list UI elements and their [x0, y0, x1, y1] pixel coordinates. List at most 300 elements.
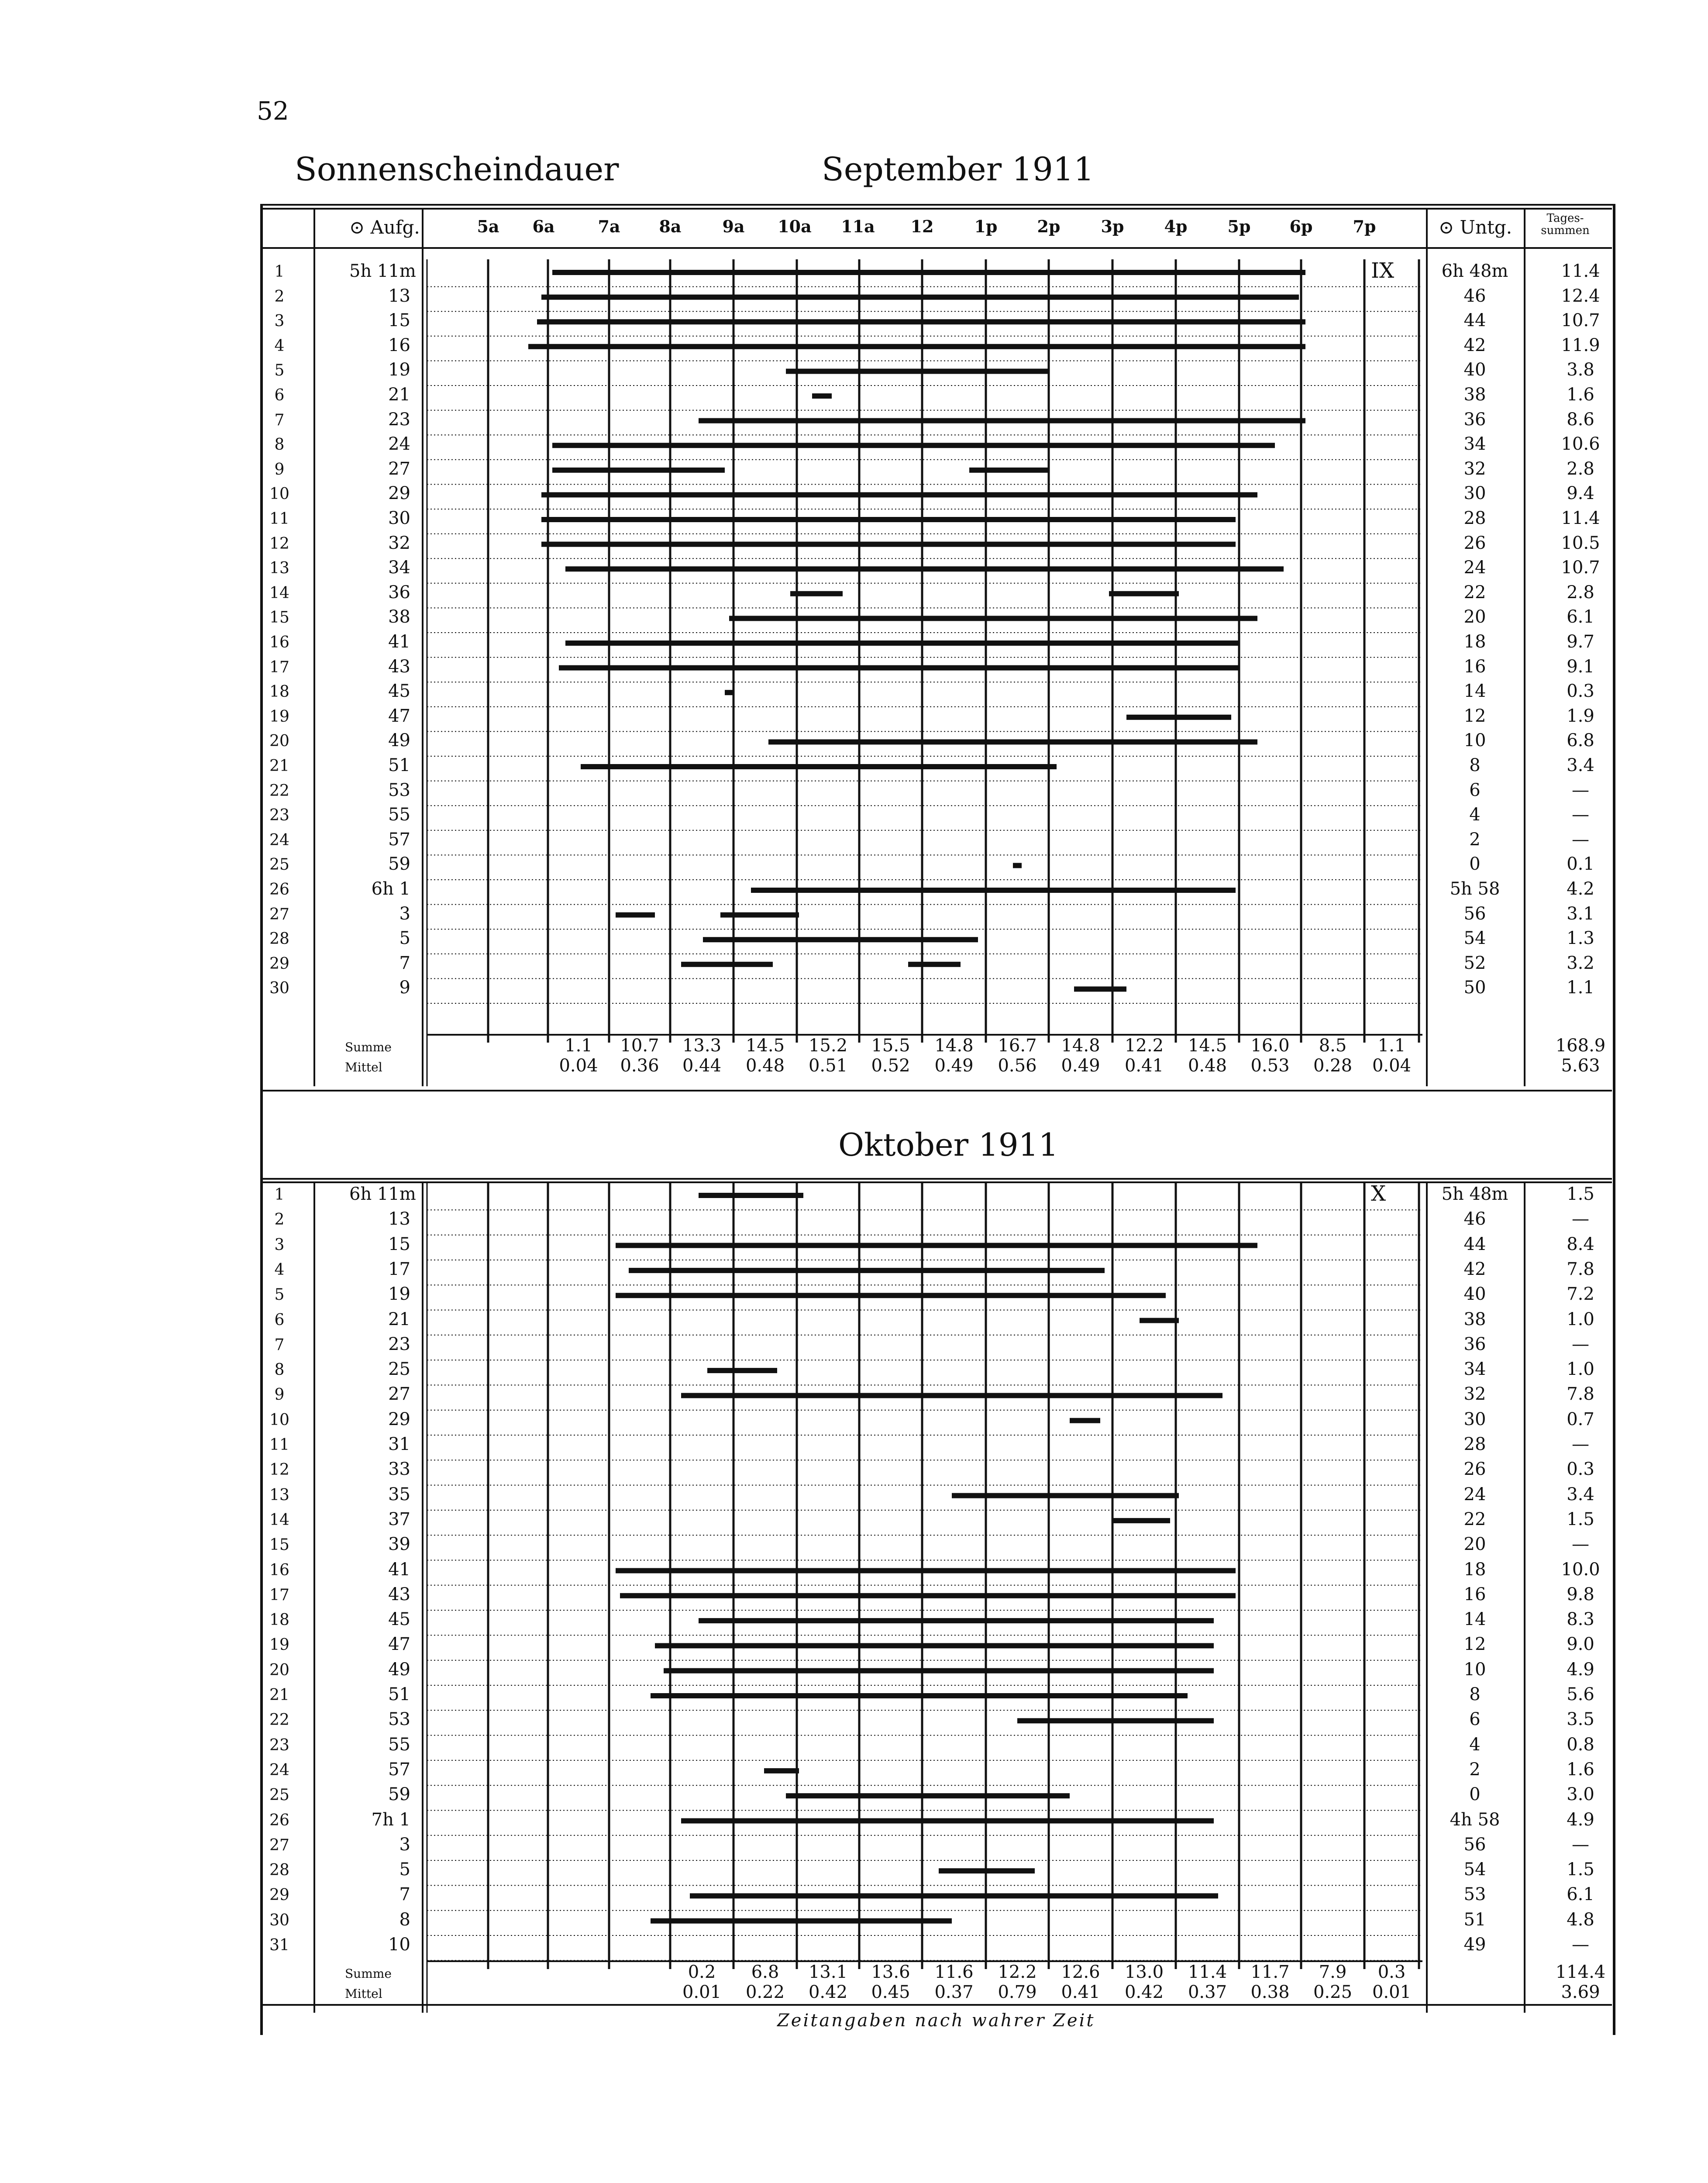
- sunset-time: 0: [1469, 1784, 1481, 1805]
- day-number: 9: [274, 1386, 285, 1404]
- daily-total: 4.9: [1567, 1809, 1594, 1830]
- day-number: 10: [269, 1411, 289, 1429]
- sunshine-trace: [552, 468, 725, 473]
- hourly-mean: 0.37: [934, 1982, 974, 2002]
- daily-total: 1.1: [1567, 978, 1594, 998]
- day-number: 22: [269, 1711, 289, 1729]
- day-number: 30: [269, 979, 289, 998]
- hourly-sum: 6.8: [751, 1962, 779, 1982]
- day-number: 14: [269, 1511, 289, 1529]
- daily-total: 10.7: [1561, 558, 1600, 578]
- hourly-mean: 0.01: [1372, 1982, 1412, 2002]
- day-number: 21: [269, 757, 289, 775]
- hourly-sum: 14.5: [1188, 1036, 1227, 1056]
- hourly-sum: 16.7: [998, 1036, 1037, 1056]
- sunshine-trace: [969, 468, 1048, 473]
- daily-total: 9.0: [1567, 1634, 1594, 1655]
- daily-total: 6.8: [1567, 730, 1594, 751]
- sunset-time: 40: [1464, 1284, 1486, 1305]
- daily-total: 9.7: [1567, 632, 1594, 652]
- sunrise-time: 3: [399, 1834, 410, 1855]
- hourly-mean: 0.44: [682, 1056, 722, 1076]
- daily-total: 4.2: [1567, 879, 1594, 899]
- sunset-time: 5h 48m: [1441, 1184, 1508, 1204]
- hourly-sum: 14.8: [934, 1036, 974, 1056]
- sunset-time: 6: [1469, 1709, 1481, 1730]
- hourly-mean: 0.38: [1250, 1982, 1290, 2002]
- summe-label: Summe: [345, 1040, 392, 1054]
- day-number: 8: [274, 1361, 285, 1379]
- hourly-sum: 15.5: [871, 1036, 910, 1056]
- sunshine-trace: [681, 962, 773, 967]
- hourly-mean: 0.41: [1061, 1982, 1100, 2002]
- sunset-time: 6: [1469, 780, 1481, 800]
- hourly-sum: 11.4: [1188, 1962, 1227, 1982]
- day-number: 11: [269, 1436, 289, 1454]
- sunset-time: 0: [1469, 854, 1481, 875]
- hourly-mean: 0.53: [1250, 1056, 1290, 1076]
- total-sum: 114.4: [1555, 1962, 1606, 1982]
- header-hour: 4p: [1164, 217, 1188, 236]
- hourly-mean: 0.52: [871, 1056, 910, 1076]
- sunset-time: 14: [1464, 1609, 1486, 1630]
- sunshine-trace: [1140, 1318, 1179, 1323]
- daily-total: 7.8: [1567, 1384, 1594, 1405]
- day-number: 21: [269, 1686, 289, 1704]
- day-number: 19: [269, 707, 289, 726]
- sunshine-trace: [699, 418, 1305, 424]
- daily-total: —: [1572, 1534, 1589, 1555]
- day-number: 13: [269, 1486, 289, 1504]
- daily-total: —: [1572, 829, 1589, 850]
- sunset-time: 16: [1464, 1584, 1486, 1605]
- sunrise-time: 8: [399, 1909, 410, 1930]
- header-hour: 9a: [722, 217, 745, 236]
- sunrise-time: 29: [388, 1409, 410, 1429]
- sunshine-trace: [720, 912, 799, 918]
- hourly-mean: 0.51: [808, 1056, 848, 1076]
- sunrise-time: 32: [388, 533, 410, 553]
- daily-total: 3.1: [1567, 903, 1594, 924]
- day-number: 22: [269, 782, 289, 800]
- hourly-sum: 16.0: [1250, 1036, 1290, 1056]
- daily-total: 1.0: [1567, 1309, 1594, 1329]
- sunrise-time: 43: [388, 656, 410, 677]
- day-number: 19: [269, 1636, 289, 1654]
- hourly-sum: 11.6: [934, 1962, 974, 1982]
- sunset-time: 20: [1464, 1534, 1486, 1555]
- day-number: 15: [269, 1536, 289, 1554]
- sunshine-trace: [751, 888, 1236, 893]
- sunshine-trace: [655, 1643, 1214, 1648]
- day-number: 1: [274, 263, 285, 281]
- hourly-sum: 14.5: [745, 1036, 785, 1056]
- sunrise-time: 21: [388, 385, 410, 405]
- daily-total: 11.4: [1561, 508, 1600, 528]
- sunshine-trace: [651, 1693, 1188, 1698]
- sunrise-time: 43: [388, 1584, 410, 1605]
- sunrise-time: 15: [388, 310, 410, 331]
- sunshine-trace: [699, 1193, 803, 1198]
- day-number: 17: [269, 1586, 289, 1604]
- day-number: 18: [269, 1611, 289, 1629]
- day-number: 3: [274, 312, 285, 331]
- daily-total: 10.6: [1561, 434, 1600, 455]
- sunrise-time: 37: [388, 1509, 410, 1529]
- sunset-time: 10: [1464, 730, 1486, 751]
- hourly-mean: 0.42: [808, 1982, 848, 2002]
- daily-total: 12.4: [1561, 286, 1600, 306]
- daily-total: 1.6: [1567, 1759, 1594, 1780]
- hourly-mean: 0.37: [1188, 1982, 1227, 2002]
- daily-total: 9.1: [1567, 656, 1594, 677]
- sunset-time: 14: [1464, 681, 1486, 702]
- day-number: 26: [269, 1811, 289, 1829]
- hourly-sum: 12.6: [1061, 1962, 1100, 1982]
- sunshine-trace: [699, 1618, 1214, 1623]
- sunset-time: 53: [1464, 1884, 1486, 1905]
- sunshine-trace: [616, 1568, 1236, 1574]
- sunshine-trace: [681, 1818, 1214, 1824]
- sunshine-trace: [1109, 591, 1179, 596]
- sunset-time: 56: [1464, 903, 1486, 924]
- mittel-label: Mittel: [345, 1987, 382, 2001]
- sunrise-time: 16: [388, 335, 410, 355]
- day-number: 2: [274, 287, 285, 306]
- hourly-mean: 0.22: [745, 1982, 785, 2002]
- daily-total: 6.1: [1567, 1884, 1594, 1905]
- daily-total: 0.3: [1567, 1459, 1594, 1480]
- daily-total: —: [1572, 1834, 1589, 1855]
- daily-total: 0.7: [1567, 1409, 1594, 1429]
- total-mean: 3.69: [1561, 1982, 1600, 2002]
- sunrise-time: 23: [388, 409, 410, 430]
- hourly-mean: 0.28: [1313, 1056, 1353, 1076]
- hourly-sum: 13.3: [682, 1036, 722, 1056]
- hourly-mean: 0.25: [1313, 1982, 1353, 2002]
- sunset-time: 36: [1464, 409, 1486, 430]
- daily-total: 1.6: [1567, 385, 1594, 405]
- header-untg: ⊙ Untg.: [1439, 217, 1512, 238]
- day-number: 12: [269, 1461, 289, 1479]
- sunrise-time: 55: [388, 1734, 410, 1755]
- sunshine-trace: [537, 319, 1305, 324]
- header-hour: 8a: [659, 217, 682, 236]
- sunshine-trace: [616, 912, 655, 918]
- sunrise-time: 24: [388, 434, 410, 455]
- daily-total: 9.4: [1567, 483, 1594, 504]
- day-number: 7: [274, 1336, 285, 1354]
- hourly-mean: 0.01: [682, 1982, 722, 2002]
- sunset-time: 26: [1464, 533, 1486, 553]
- sunset-time: 30: [1464, 1409, 1486, 1429]
- day-number: 14: [269, 584, 289, 602]
- sunshine-trace: [1113, 1518, 1170, 1523]
- hourly-sum: 10.7: [620, 1036, 659, 1056]
- day-number: 25: [269, 1786, 289, 1804]
- day-number: 24: [269, 831, 289, 849]
- hourly-mean: 0.49: [1061, 1056, 1100, 1076]
- sunrise-time: 21: [388, 1309, 410, 1329]
- sunshine-trace: [552, 443, 1275, 448]
- header-hour: 5p: [1227, 217, 1251, 236]
- sunrise-time: 57: [388, 1759, 410, 1780]
- hourly-mean: 0.04: [1372, 1056, 1412, 1076]
- sunshine-trace: [786, 1793, 1070, 1798]
- page-title: Sonnenscheindauer: [295, 151, 619, 188]
- sunshine-trace: [952, 1493, 1179, 1498]
- daily-total: —: [1572, 780, 1589, 800]
- day-number: 8: [274, 436, 285, 454]
- daily-total: 6.1: [1567, 607, 1594, 627]
- hourly-sum: 13.1: [808, 1962, 848, 1982]
- daily-total: —: [1572, 805, 1589, 825]
- hourly-sum: 13.0: [1124, 1962, 1164, 1982]
- sunrise-time: 7: [399, 1884, 410, 1905]
- sunrise-time: 10: [388, 1935, 410, 1955]
- hourly-sum: 14.8: [1061, 1036, 1100, 1056]
- sunset-time: 18: [1464, 1559, 1486, 1580]
- daily-total: 1.5: [1567, 1509, 1594, 1529]
- hourly-mean: 0.79: [998, 1982, 1037, 2002]
- hourly-sum: 11.7: [1250, 1962, 1290, 1982]
- sunset-time: 22: [1464, 1509, 1486, 1529]
- daily-total: 4.9: [1567, 1659, 1594, 1680]
- sunrise-time: 57: [388, 829, 410, 850]
- sunrise-time: 5: [399, 928, 410, 949]
- hourly-sum: 0.3: [1377, 1962, 1406, 1982]
- sunset-time: 56: [1464, 1834, 1486, 1855]
- sunshine-trace: [541, 542, 1236, 547]
- sunset-time: 8: [1469, 755, 1481, 775]
- daily-total: 10.5: [1561, 533, 1600, 553]
- sunset-time: 46: [1464, 1209, 1486, 1229]
- daily-total: 3.2: [1567, 953, 1594, 973]
- daily-total: 10.0: [1561, 1559, 1600, 1580]
- sunrise-time: 59: [388, 1784, 410, 1805]
- daily-total: 1.5: [1567, 1859, 1594, 1880]
- hourly-sum: 8.5: [1319, 1036, 1347, 1056]
- sunset-time: 38: [1464, 385, 1486, 405]
- hourly-mean: 0.48: [1188, 1056, 1227, 1076]
- sunrise-time: 27: [388, 1384, 410, 1405]
- sunset-time: 34: [1464, 1359, 1486, 1380]
- header-hour: 11a: [841, 217, 875, 236]
- daily-total: —: [1572, 1935, 1589, 1955]
- sunrise-time: 51: [388, 1684, 410, 1704]
- header-tages: Tages-summen: [1541, 212, 1590, 237]
- sunrise-time: 6h 1: [371, 879, 410, 899]
- sunset-time: 24: [1464, 558, 1486, 578]
- hourly-mean: 0.36: [620, 1056, 659, 1076]
- sunrise-time: 7: [399, 953, 410, 973]
- daily-total: 11.4: [1561, 261, 1600, 281]
- sunshine-trace: [541, 517, 1236, 522]
- sunrise-time: 41: [388, 632, 410, 652]
- sunset-time: 28: [1464, 508, 1486, 528]
- daily-total: 0.8: [1567, 1734, 1594, 1755]
- sunshine-trace: [790, 591, 843, 596]
- sunrise-time: 17: [388, 1259, 410, 1279]
- sunrise-time: 6h 11m: [349, 1184, 416, 1204]
- daily-total: 7.8: [1567, 1259, 1594, 1279]
- daily-total: 3.4: [1567, 1484, 1594, 1505]
- day-number: 31: [269, 1936, 289, 1954]
- hourly-mean: 0.49: [934, 1056, 974, 1076]
- hourly-sum: 1.1: [565, 1036, 592, 1056]
- sunshine-trace: [681, 1393, 1222, 1398]
- day-number: 1: [274, 1186, 285, 1204]
- day-number: 9: [274, 460, 285, 479]
- day-number: 18: [269, 683, 289, 701]
- daily-total: —: [1572, 1334, 1589, 1354]
- sunshine-trace: [565, 566, 1284, 572]
- hourly-sum: 12.2: [998, 1962, 1037, 1982]
- sunshine-trace: [664, 1668, 1214, 1673]
- daily-total: 3.0: [1567, 1784, 1594, 1805]
- sunrise-time: 41: [388, 1559, 410, 1580]
- sunset-time: 42: [1464, 335, 1486, 355]
- sunrise-time: 9: [399, 978, 410, 998]
- hourly-mean: 0.41: [1124, 1056, 1164, 1076]
- day-number: 27: [269, 905, 289, 923]
- sunset-time: 8: [1469, 1684, 1481, 1704]
- daily-total: 5.6: [1567, 1684, 1594, 1704]
- day-number: 20: [269, 732, 289, 751]
- total-mean: 5.63: [1561, 1056, 1600, 1076]
- footer-note: Zeitangaben nach wahrer Zeit: [777, 2011, 1095, 2031]
- daily-total: 3.5: [1567, 1709, 1594, 1730]
- hourly-sum: 0.2: [688, 1962, 716, 1982]
- sunset-time: 28: [1464, 1434, 1486, 1454]
- day-number: 27: [269, 1836, 289, 1854]
- daily-total: —: [1572, 1209, 1589, 1229]
- sunshine-trace: [651, 1918, 952, 1924]
- sunshine-trace: [620, 1593, 1236, 1598]
- day-number: 26: [269, 881, 289, 899]
- daily-total: 10.7: [1561, 310, 1600, 331]
- sunrise-time: 35: [388, 1484, 410, 1505]
- daily-total: 3.8: [1567, 360, 1594, 380]
- sunset-time: 38: [1464, 1309, 1486, 1329]
- sunshine-trace: [729, 616, 1257, 621]
- header-hour: 7a: [598, 217, 620, 236]
- daily-total: 8.3: [1567, 1609, 1594, 1630]
- sunset-time: 52: [1464, 953, 1486, 973]
- sunset-time: 54: [1464, 1859, 1486, 1880]
- sunshine-trace: [541, 492, 1257, 497]
- header-hour: 5a: [477, 217, 499, 236]
- sunset-time: 46: [1464, 286, 1486, 306]
- day-number: 6: [274, 1311, 285, 1329]
- hourly-mean: 0.48: [745, 1056, 785, 1076]
- sunset-time: 5h 58: [1450, 879, 1500, 899]
- sunset-time: 24: [1464, 1484, 1486, 1505]
- sunset-time: 26: [1464, 1459, 1486, 1480]
- sunrise-time: 36: [388, 582, 410, 603]
- sunshine-trace: [707, 1368, 777, 1373]
- sunset-time: 50: [1464, 978, 1486, 998]
- day-number: 28: [269, 930, 289, 948]
- day-number: 11: [269, 510, 289, 528]
- sunset-time: 2: [1469, 829, 1481, 850]
- header-hour: 10a: [778, 217, 812, 236]
- sunset-time: 40: [1464, 360, 1486, 380]
- sunrise-time: 53: [388, 1709, 410, 1730]
- sunset-time: 49: [1464, 1935, 1486, 1955]
- sunshine-trace: [581, 764, 1057, 769]
- sunshine-trace: [1070, 1418, 1100, 1423]
- sunset-time: 32: [1464, 458, 1486, 479]
- sunshine-trace: [690, 1893, 1218, 1898]
- sunset-time: 30: [1464, 483, 1486, 504]
- sunshine-trace: [1074, 986, 1126, 992]
- daily-total: 2.8: [1567, 582, 1594, 603]
- month-marker: IX: [1371, 258, 1395, 283]
- sunrise-time: 13: [388, 286, 410, 306]
- hourly-sum: 1.1: [1377, 1036, 1406, 1056]
- sunrise-time: 45: [388, 1609, 410, 1630]
- hourly-mean: 0.45: [871, 1982, 910, 2002]
- sunset-time: 4h 58: [1450, 1809, 1500, 1830]
- sunrise-time: 5: [399, 1859, 410, 1880]
- sunrise-time: 15: [388, 1234, 410, 1254]
- day-number: 5: [274, 362, 285, 380]
- sunset-time: 6h 48m: [1441, 261, 1508, 281]
- header-hour: 3p: [1101, 217, 1124, 236]
- sunshine-trace: [629, 1268, 1105, 1273]
- sunset-time: 16: [1464, 656, 1486, 677]
- sunset-time: 4: [1469, 1734, 1481, 1755]
- day-number: 29: [269, 954, 289, 973]
- sunset-time: 44: [1464, 310, 1486, 331]
- sunset-time: 54: [1464, 928, 1486, 949]
- daily-total: 2.8: [1567, 458, 1594, 479]
- header-hour: 6a: [532, 217, 555, 236]
- sunrise-time: 38: [388, 607, 410, 627]
- hourly-sum: 15.2: [808, 1036, 848, 1056]
- header-hour: 2p: [1037, 217, 1061, 236]
- header-hour: 6p: [1289, 217, 1313, 236]
- hourly-mean: 0.04: [559, 1056, 598, 1076]
- daily-total: 7.2: [1567, 1284, 1594, 1305]
- sunrise-time: 34: [388, 558, 410, 578]
- sunrise-time: 3: [399, 903, 410, 924]
- sunrise-time: 29: [388, 483, 410, 504]
- sunshine-trace: [1013, 863, 1022, 868]
- sunshine-trace: [552, 270, 1305, 275]
- daily-total: 3.4: [1567, 755, 1594, 775]
- sunrise-time: 19: [388, 1284, 410, 1305]
- daily-total: 1.3: [1567, 928, 1594, 949]
- day-number: 2: [274, 1211, 285, 1229]
- daily-total: 9.8: [1567, 1584, 1594, 1605]
- sunrise-time: 45: [388, 681, 410, 702]
- day-number: 25: [269, 856, 289, 874]
- day-number: 28: [269, 1861, 289, 1880]
- month-marker: X: [1371, 1181, 1386, 1206]
- day-number: 3: [274, 1236, 285, 1254]
- daily-total: —: [1572, 1434, 1589, 1454]
- sunset-time: 4: [1469, 805, 1481, 825]
- sunset-time: 44: [1464, 1234, 1486, 1254]
- day-number: 4: [274, 1260, 285, 1279]
- day-number: 16: [269, 634, 289, 651]
- day-number: 15: [269, 609, 289, 627]
- sunshine-trace: [812, 393, 832, 399]
- sunset-time: 10: [1464, 1659, 1486, 1680]
- sunrise-time: 5h 11m: [349, 261, 416, 281]
